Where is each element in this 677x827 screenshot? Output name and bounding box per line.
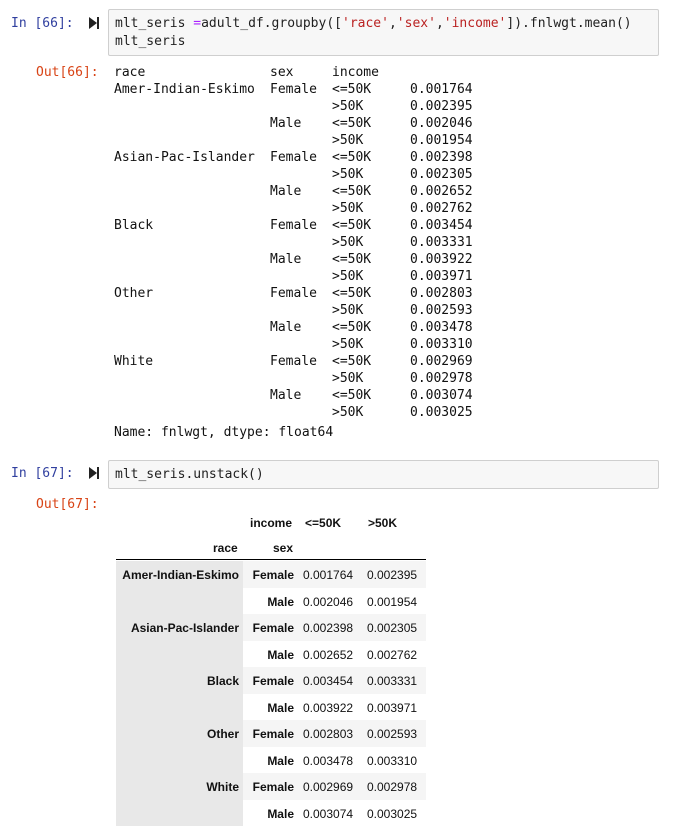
series-income-cell: <=50K — [332, 354, 372, 369]
series-sex-cell: Female — [270, 150, 317, 165]
run-cell-icon[interactable] — [89, 17, 99, 29]
series-value-cell: 0.002305 — [410, 167, 473, 182]
series-sex-cell: Female — [270, 354, 317, 369]
table-cell: 0.003331 — [367, 674, 418, 688]
series-value-cell: 0.001954 — [410, 133, 473, 148]
row-index-sex: Female — [252, 621, 294, 635]
input-prompt: In [67]: — [11, 466, 74, 481]
series-income-cell: <=50K — [332, 82, 372, 97]
code-line: mlt_seris.unstack() — [115, 467, 264, 482]
series-sex-cell: Female — [270, 286, 317, 301]
table-cell: 0.002652 — [303, 647, 354, 662]
column-level-name: income — [250, 516, 293, 530]
series-value-cell: 0.002762 — [410, 201, 473, 216]
row-index-race: Black — [206, 674, 239, 688]
series-sex-cell: Female — [270, 82, 317, 97]
row-index-sex: Female — [252, 568, 294, 582]
table-cell: 0.003025 — [367, 806, 418, 821]
code-line: mlt_seris — [115, 34, 186, 49]
code-input[interactable] — [108, 9, 659, 56]
series-income-cell: >50K — [332, 99, 364, 114]
series-value-cell: 0.003971 — [410, 269, 473, 284]
run-cell-icon[interactable] — [89, 467, 99, 479]
table-cell: 0.002593 — [367, 727, 418, 741]
header-rule — [116, 559, 426, 560]
series-race-cell: Amer-Indian-Eskimo — [114, 82, 255, 97]
column-header: >50K — [368, 516, 398, 530]
output-prompt: Out[66]: — [36, 65, 99, 80]
column-header: <=50K — [305, 516, 342, 530]
table-cell: 0.002305 — [367, 621, 418, 635]
table-cell: 0.002762 — [367, 647, 418, 662]
code-input[interactable] — [108, 460, 659, 489]
series-value-cell: 0.002978 — [410, 371, 473, 386]
row-index-race: Amer-Indian-Eskimo — [122, 568, 239, 582]
series-income-cell: >50K — [332, 269, 364, 284]
series-value-cell: 0.002652 — [410, 184, 473, 199]
table-cell: 0.003454 — [303, 674, 354, 688]
table-cell: 0.003971 — [367, 700, 418, 715]
row-index-sex: Male — [267, 647, 294, 662]
row-index-sex: Female — [252, 674, 294, 688]
table-cell: 0.002046 — [303, 594, 354, 609]
series-income-cell: >50K — [332, 405, 364, 420]
table-cell: 0.003310 — [367, 753, 418, 768]
output-prompt: Out[67]: — [36, 497, 99, 512]
series-value-cell: 0.002593 — [410, 303, 473, 318]
series-value-cell: 0.002969 — [410, 354, 473, 369]
series-race-cell: Black — [114, 218, 154, 233]
table-cell: 0.002398 — [303, 621, 354, 635]
table-cell: 0.003478 — [303, 753, 354, 768]
row-index-sex: Female — [252, 727, 294, 741]
series-value-cell: 0.003074 — [410, 388, 473, 403]
series-value-cell: 0.002803 — [410, 286, 473, 301]
series-sex-cell: Male — [270, 116, 302, 131]
series-income-cell: >50K — [332, 235, 364, 250]
series-value-cell: 0.003310 — [410, 337, 473, 352]
series-income-cell: >50K — [332, 303, 364, 318]
index-name-sex: sex — [273, 541, 294, 555]
row-index-sex: Male — [267, 753, 294, 768]
series-income-cell: >50K — [332, 337, 364, 352]
series-sex-cell: Male — [270, 252, 302, 267]
series-income-cell: >50K — [332, 167, 364, 182]
series-value-cell: 0.001764 — [410, 82, 473, 97]
table-cell: 0.001954 — [367, 594, 418, 609]
table-cell: 0.002978 — [367, 780, 418, 794]
series-income-cell: <=50K — [332, 150, 372, 165]
series-sex-cell: Female — [270, 218, 317, 233]
code-line: mlt_seris =adult_df.groupby(['race','sex','income']).fnlwgt.mean() — [115, 16, 632, 31]
series-income-cell: >50K — [332, 371, 364, 386]
series-value-cell: 0.003025 — [410, 405, 473, 420]
series-sex-cell: Male — [270, 320, 302, 335]
table-cell: 0.002395 — [367, 568, 418, 582]
table-cell: 0.002803 — [303, 727, 354, 741]
series-value-cell: 0.003922 — [410, 252, 473, 267]
series-race-cell: Asian-Pac-Islander — [114, 150, 255, 165]
series-value-cell: 0.002395 — [410, 99, 473, 114]
series-sex-cell: Male — [270, 184, 302, 199]
series-income-cell: >50K — [332, 201, 364, 216]
series-sex-cell: Male — [270, 388, 302, 403]
table-cell: 0.003074 — [303, 806, 354, 821]
table-cell: 0.003922 — [303, 700, 354, 715]
series-value-cell: 0.002398 — [410, 150, 473, 165]
series-income-cell: <=50K — [332, 388, 372, 403]
table-cell: 0.002969 — [303, 780, 354, 794]
row-index-sex: Male — [267, 806, 294, 821]
series-header-sex: sex — [270, 65, 294, 80]
series-income-cell: >50K — [332, 133, 364, 148]
series-value-cell: 0.003454 — [410, 218, 473, 233]
row-index-race: White — [206, 780, 239, 794]
row-index-race: Other — [206, 727, 239, 741]
series-header-income: income — [332, 65, 379, 80]
series-header-race: race — [114, 65, 146, 80]
row-index-sex: Male — [267, 594, 294, 609]
input-prompt: In [66]: — [11, 16, 74, 31]
row-index-sex: Female — [252, 780, 294, 794]
row-index-sex: Male — [267, 700, 294, 715]
series-race-cell: Other — [114, 286, 154, 301]
series-income-cell: <=50K — [332, 116, 372, 131]
series-income-cell: <=50K — [332, 252, 372, 267]
series-income-cell: <=50K — [332, 184, 372, 199]
series-value-cell: 0.002046 — [410, 116, 473, 131]
series-income-cell: <=50K — [332, 320, 372, 335]
index-name-race: race — [213, 541, 238, 555]
series-race-cell: White — [114, 354, 154, 369]
series-income-cell: <=50K — [332, 286, 372, 301]
row-index-race: Asian-Pac-Islander — [130, 621, 239, 635]
series-footer: Name: fnlwgt, dtype: float64 — [114, 425, 334, 440]
table-cell: 0.001764 — [303, 568, 354, 582]
series-value-cell: 0.003478 — [410, 320, 473, 335]
series-income-cell: <=50K — [332, 218, 372, 233]
series-value-cell: 0.003331 — [410, 235, 473, 250]
